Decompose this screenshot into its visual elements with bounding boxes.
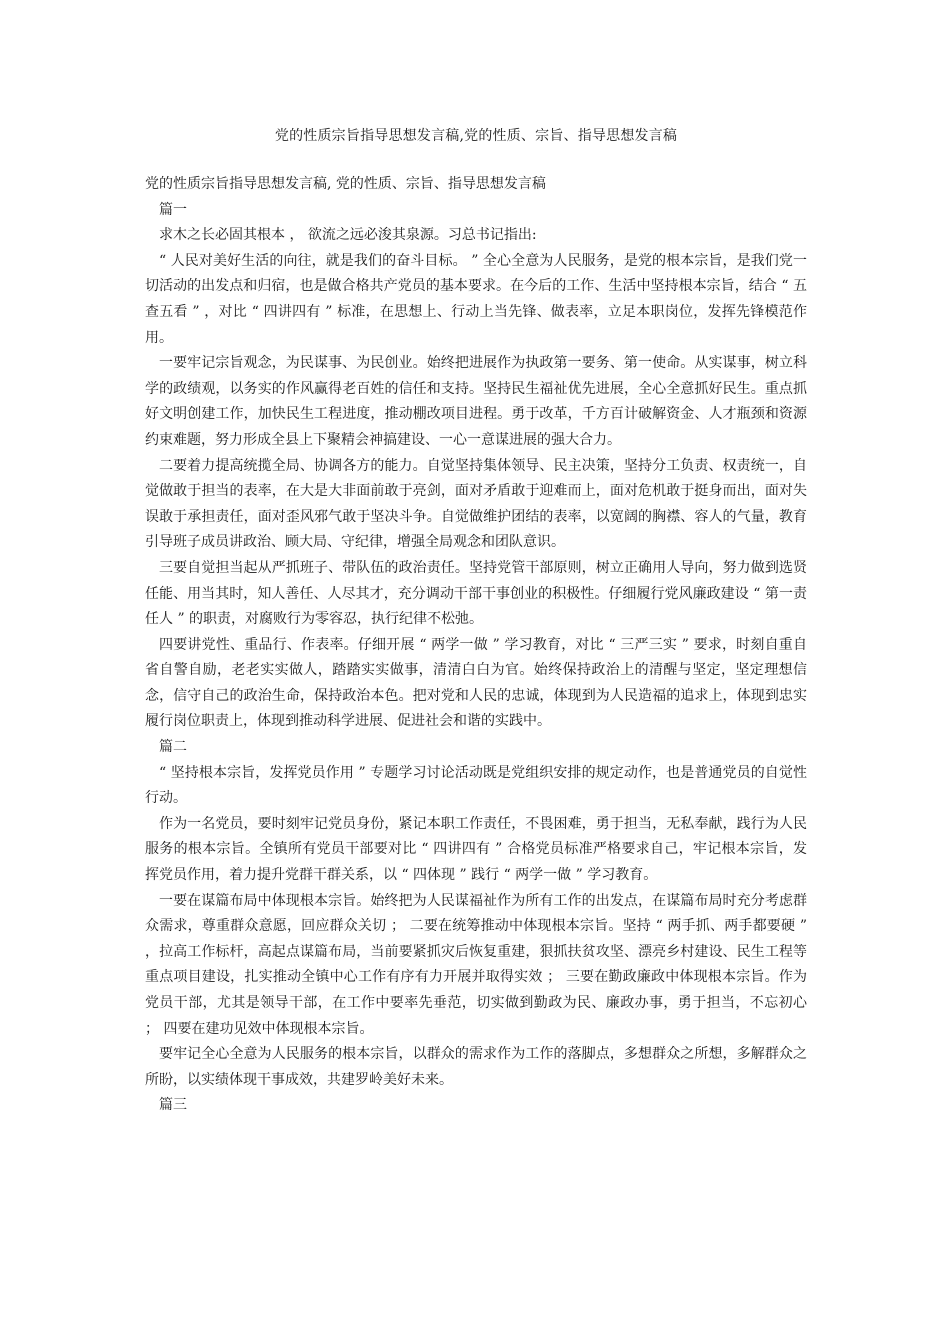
section-heading-2: 篇二 [159,739,187,756]
paragraph: “ 坚持根本宗旨，发挥党员作用 ” 专题学习讨论活动既是党组织安排的规定动作，也是普通党员的自觉性行动。 [145,764,807,807]
paragraph: 四要讲党性、重品行、作表率。仔细开展 “ 两学一做 ” 学习教育，对比 “ 三严三实 ” 要求，时刻自重自省自警自励，老老实实做人，踏踏实实做事，清清白白为官。始终保持政治上的清醒与坚定，坚定理想信念，信守自己的政治生命，保持政治本色。把对党和人民的忠诚，体现到为人民造福的追求上，体现到忠实履行岗位职责上，体现到推动科学进展、促进社会和谐的实践中。 [145,636,807,730]
paragraph: 一要在谋篇布局中体现根本宗旨。始终把为人民谋福祉作为所有工作的出发点，在谋篇布局时充分考虑群众需求，尊重群众意愿，回应群众关切 ； 二要在统筹推动中体现根本宗旨。坚持 “ 两手抓、两手都要硬 ” ，拉高工作标杆，高起点谋篇布局，当前要紧抓灾后恢复重建，狠抓扶贫攻坚、漂亮乡村建设、民生工程等重点项目建设，扎实推动全镇中心工作有序有力开展并取得实效 ； 三要在勤政廉政中体现根本宗旨。作为党员干部，尤其是领导干部，在工作中要率先垂范，切实做到勤政为民、廉政办事，勇于担当，不忘初心 ； 四要在建功见效中体现根本宗旨。 [145,892,807,1037]
paragraph: 三要自觉担当起从严抓班子、带队伍的政治责任。坚持党管干部原则，树立正确用人导向，努力做到选贤任能、用当其时，知人善任、人尽其才，充分调动干部干事创业的积极性。仔细履行党风廉政建设 “ 第一责任人 ” 的职责，对腐败行为零容忍，执行纪律不松弛。 [145,559,807,628]
document-title: 党的性质宗旨指导思想发言稿,党的性质、宗旨、指导思想发言稿 [274,128,678,144]
document-subtitle: 党的性质宗旨指导思想发言稿, 党的性质、宗旨、指导思想发言稿 [145,176,546,192]
paragraph: 要牢记全心全意为人民服务的根本宗旨，以群众的需求作为工作的落脚点，多想群众之所想，多解群众之所盼，以实绩体现干事成效，共建罗岭美好未来。 [145,1046,807,1088]
paragraph: 作为一名党员，要时刻牢记党员身份，紧记本职工作责任，不畏困难，勇于担当，无私奉献，践行为人民服务的根本宗旨。全镇所有党员干部要对比 “ 四讲四有 ” 合格党员标准严格要求自己，牢记根本宗旨，发挥党员作用，着力提升党群干群关系，以 “ 四体现 ” 践行 “ 两学一做 ” 学习教育。 [145,815,807,884]
section-heading-3: 篇三 [159,1097,187,1114]
paragraph: 求木之长必固其根本 ， 欲流之远必浚其泉源。习总书记指出: [159,227,537,244]
paragraph: 二要着力提高统揽全局、协调各方的能力。自觉坚持集体领导、民主决策，坚持分工负责、权责统一，自觉做敢于担当的表率，在大是大非面前敢于亮剑，面对矛盾敢于迎难而上，面对危机敢于挺身而出，面对失误敢于承担责任，面对歪风邪气敢于坚决斗争。自觉做维护团结的表率，以宽阔的胸襟、容人的气量，教育引导班子成员讲政治、顾大局、守纪律，增强全局观念和团队意识。 [145,457,807,551]
section-heading-1: 篇一 [159,201,187,218]
paragraph: “ 人民对美好生活的向往，就是我们的奋斗目标。 ” 全心全意为人民服务，是党的根本宗旨，是我们党一切活动的出发点和归宿，也是做合格共产党员的基本要求。在今后的工作、生活中坚持根本宗旨，结合 “ 五查五看 ” ，对比 “ 四讲四有 ” 标准，在思想上、行动上当先锋、做表率，立足本职岗位，发挥先锋模范作用。 [145,252,807,346]
paragraph: 一要牢记宗旨观念，为民谋事、为民创业。始终把进展作为执政第一要务、第一使命。从实谋事，树立科学的政绩观，以务实的作风赢得老百姓的信任和支持。坚持民生福祉优先进展，全心全意抓好民生。重点抓好文明创建工作，加快民生工程进度，推动棚改项目进程。勇于改革，千方百计破解资金、人才瓶颈和资源约束难题，努力形成全县上下聚精会神搞建设、一心一意谋进展的强大合力。 [145,355,807,448]
document-body [145,172,807,1119]
